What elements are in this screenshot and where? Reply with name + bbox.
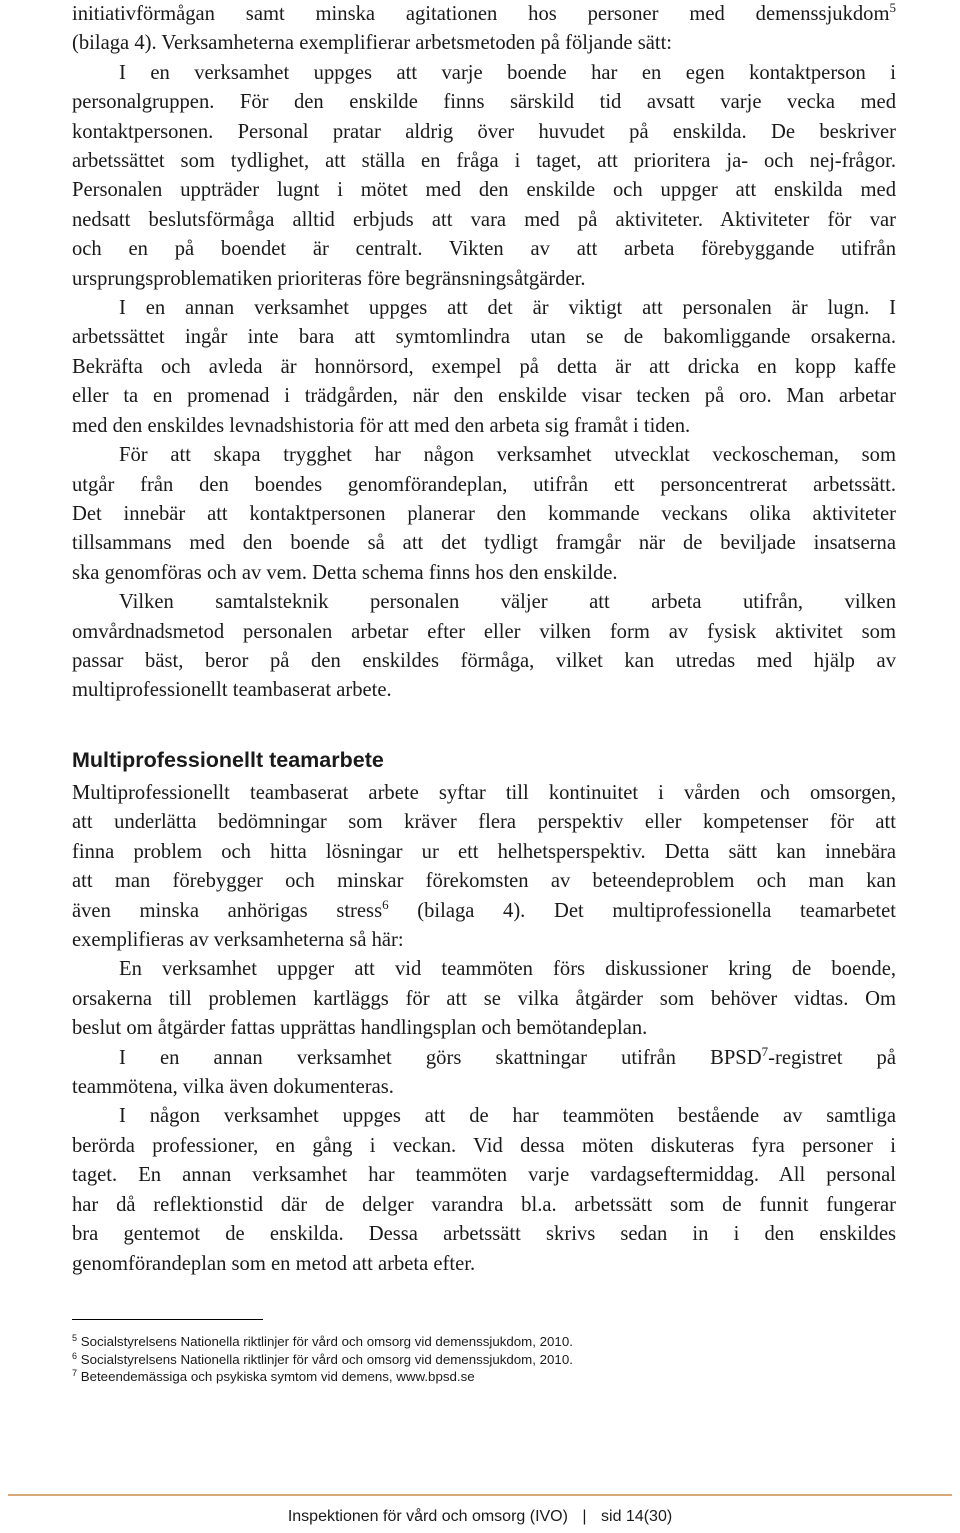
text-line	[72, 647, 896, 676]
line-text: och en på boendet är centralt. Vikten av att arbeta förebyggande utifrån	[72, 238, 896, 261]
line-text: personalgruppen. För den enskilde finns särskild tid avsatt varje vecka med	[72, 91, 896, 114]
line-text: (bilaga 4). Verksamheterna exemplifierar arbetsmetoden på följande sätt:	[72, 32, 673, 55]
line-text: bra gentemot de enskilda. Dessa arbetssätt skrivs sedan in i den enskildes	[72, 1223, 896, 1246]
line-text: finna problem och hitta lösningar ur ett helhetsperspektiv. Detta sätt kan innebära	[72, 840, 896, 863]
line-text: att underlätta bedömningar som kräver flera perspektiv eller kompetenser för att	[72, 811, 896, 834]
line-text: I en verksamhet uppges att varje boende har en egen kontaktperson i	[119, 61, 896, 84]
text-line	[72, 838, 896, 867]
footnote-separator	[72, 1319, 263, 1320]
line-text: I en annan verksamhet uppges att det är viktigt att personalen är lugn. I	[119, 297, 896, 320]
footnote	[72, 1368, 896, 1386]
text-line	[72, 955, 896, 984]
line-text: arbetssättet som tydlighet, att ställa en fråga i taget, att prioritera ja- och nej-frågor.	[72, 150, 896, 173]
line-text: eller ta en promenad i trädgården, när den enskilde visar tecken på oro. Man arbetar	[72, 385, 896, 408]
line-text: taget. En annan verksamhet har teammöten varje vardagseftermiddag. All personal	[72, 1164, 896, 1187]
section-heading: Multiprofessionellt teamarbete	[72, 748, 384, 772]
footer-separator: |	[582, 1508, 587, 1525]
line-text: genomförandeplan som en metod att arbeta efter.	[72, 1252, 476, 1275]
text-line	[72, 0, 896, 29]
footnote-reference[interactable]: 5	[889, 0, 896, 15]
line-text: beslut om åtgärder fattas upprättas handlingsplan och bemötandeplan.	[72, 1017, 648, 1040]
line-text: exemplifieras av verksamheterna så här:	[72, 929, 404, 952]
line-text: Det innebär att kontaktpersonen planerar den kommande veckans olika aktiviteter	[72, 502, 896, 525]
text-line	[72, 897, 896, 926]
text-line	[72, 382, 896, 411]
text-line	[72, 676, 896, 705]
footnote-number: 6	[72, 1350, 78, 1361]
line-text: arbetssättet ingår inte bara att symtomlindra utan se de bakomliggande orsakerna.	[72, 326, 896, 349]
text-line	[72, 1044, 896, 1073]
line-text: berörda professioner, en gång i veckan. Vid dessa möten diskuteras fyra personer i	[72, 1134, 896, 1157]
line-text: kontaktpersonen. Personal pratar aldrig över huvudet på enskilda. De beskriver	[72, 120, 896, 143]
text-line	[72, 206, 896, 235]
line-text: initiativförmågan samt minska agitationen hos personer med demenssjukdom	[72, 3, 890, 25]
body-text-before-heading	[72, 0, 896, 706]
text-line	[72, 323, 896, 352]
text-line	[72, 588, 896, 617]
line-text: För att skapa trygghet har någon verksamhet utvecklat veckoscheman, som	[119, 444, 896, 467]
footer-divider	[8, 1494, 952, 1496]
text-line	[72, 471, 896, 500]
footer-organization: Inspektionen för vård och omsorg (IVO)	[287, 1508, 568, 1525]
page-footer	[0, 1508, 960, 1526]
text-line	[72, 1073, 896, 1102]
footnote-reference[interactable]: 7	[761, 1043, 769, 1059]
line-text: Personalen uppträder lugnt i mötet med den enskilde och uppger att enskilda med	[72, 179, 896, 202]
text-line	[72, 294, 896, 323]
text-line	[72, 1220, 896, 1249]
line-text: att man förebygger och minskar förekomsten av beteendeproblem och man kan	[72, 870, 896, 893]
footnote-text: Socialstyrelsens Nationella riktlinjer för vård och omsorg vid demenssjukdom, 2010.	[77, 1351, 573, 1367]
line-text-continued: (bilaga 4). Det multiprofessionella teamarbetet	[388, 899, 896, 922]
text-line	[72, 867, 896, 896]
text-line	[72, 29, 896, 58]
line-text: även minska anhörigas stress	[72, 899, 383, 922]
footnote-number: 5	[72, 1333, 78, 1343]
text-line	[72, 926, 896, 955]
text-line	[72, 353, 896, 382]
footer-page-number: sid 14(30)	[601, 1508, 673, 1525]
line-text: har då reflektionstid där de delger varandra bl.a. arbetssätt som de funnit fungerar	[72, 1193, 896, 1216]
line-text: multiprofessionellt teambaserat arbete.	[72, 679, 392, 702]
text-line	[72, 529, 896, 558]
text-line	[72, 88, 896, 117]
footnote-text: Socialstyrelsens Nationella riktlinjer för vård och omsorg vid demenssjukdom, 2010.	[77, 1334, 573, 1349]
text-line	[72, 779, 896, 808]
body-text-after-heading	[72, 779, 896, 1279]
text-line	[72, 985, 896, 1014]
line-text: omvårdnadsmetod personalen arbetar efter eller vilken form av fysisk aktivitet som	[72, 620, 896, 643]
line-text: passar bäst, beror på den enskildes förmåga, vilket kan utredas med hjälp av	[72, 649, 896, 672]
text-line	[72, 1014, 896, 1043]
line-text: Vilken samtalsteknik personalen väljer att arbeta utifrån, vilken	[119, 591, 896, 614]
footnote	[72, 1333, 896, 1351]
line-text: utgår från den boendes genomförandeplan, utifrån ett personcentrerat arbetssätt.	[72, 473, 896, 496]
text-line	[72, 235, 896, 264]
line-text: nedsatt beslutsförmåga alltid erbjuds att vara med på aktiviteter. Aktiviteter för var	[72, 208, 896, 231]
text-line	[72, 265, 896, 294]
text-line	[72, 618, 896, 647]
text-line	[72, 441, 896, 470]
line-text: Bekräfta och avleda är honnörsord, exempel på detta är att dricka en kopp kaffe	[72, 355, 896, 378]
line-text: med den enskildes levnadshistoria för att med den arbeta sig framåt i tiden.	[72, 414, 691, 437]
text-line	[72, 1161, 896, 1190]
line-text: ska genomföras och av vem. Detta schema finns hos den enskilde.	[72, 561, 618, 584]
text-line	[72, 559, 896, 588]
text-line	[72, 176, 896, 205]
text-line	[72, 1132, 896, 1161]
footnote-reference[interactable]: 6	[382, 896, 389, 912]
text-line	[72, 1102, 896, 1131]
line-text: Multiprofessionellt teambaserat arbete syftar till kontinuitet i vården och omsorgen,	[72, 782, 896, 804]
line-text: I någon verksamhet uppges att de har teammöten bestående av samtliga	[119, 1105, 896, 1128]
text-line	[72, 1250, 896, 1279]
line-text: teammötena, vilka även dokumenteras.	[72, 1076, 394, 1099]
text-line	[72, 59, 896, 88]
text-line	[72, 808, 896, 837]
line-text-continued: -registret på	[768, 1046, 896, 1069]
text-line	[72, 118, 896, 147]
footnote-text: Beteendemässiga och psykiska symtom vid demens, www.bpsd.se	[77, 1369, 475, 1384]
line-text: orsakerna till problemen kartläggs för att se vilka åtgärder som behöver vidtas. Om	[72, 987, 896, 1010]
footnote-number: 7	[72, 1368, 78, 1378]
text-line	[72, 412, 896, 441]
line-text: tillsammans med den boende så att det tydligt framgår när de beviljade insatserna	[72, 532, 896, 555]
text-line	[72, 500, 896, 529]
footnotes	[72, 1333, 896, 1386]
text-line	[72, 147, 896, 176]
text-line	[72, 1191, 896, 1220]
line-text: ursprungsproblematiken prioriteras före begränsningsåtgärder.	[72, 267, 586, 290]
line-text: I en annan verksamhet görs skattningar utifrån BPSD	[119, 1046, 762, 1069]
footnote	[72, 1351, 896, 1369]
line-text: En verksamhet uppger att vid teammöten förs diskussioner kring de boende,	[119, 958, 896, 981]
